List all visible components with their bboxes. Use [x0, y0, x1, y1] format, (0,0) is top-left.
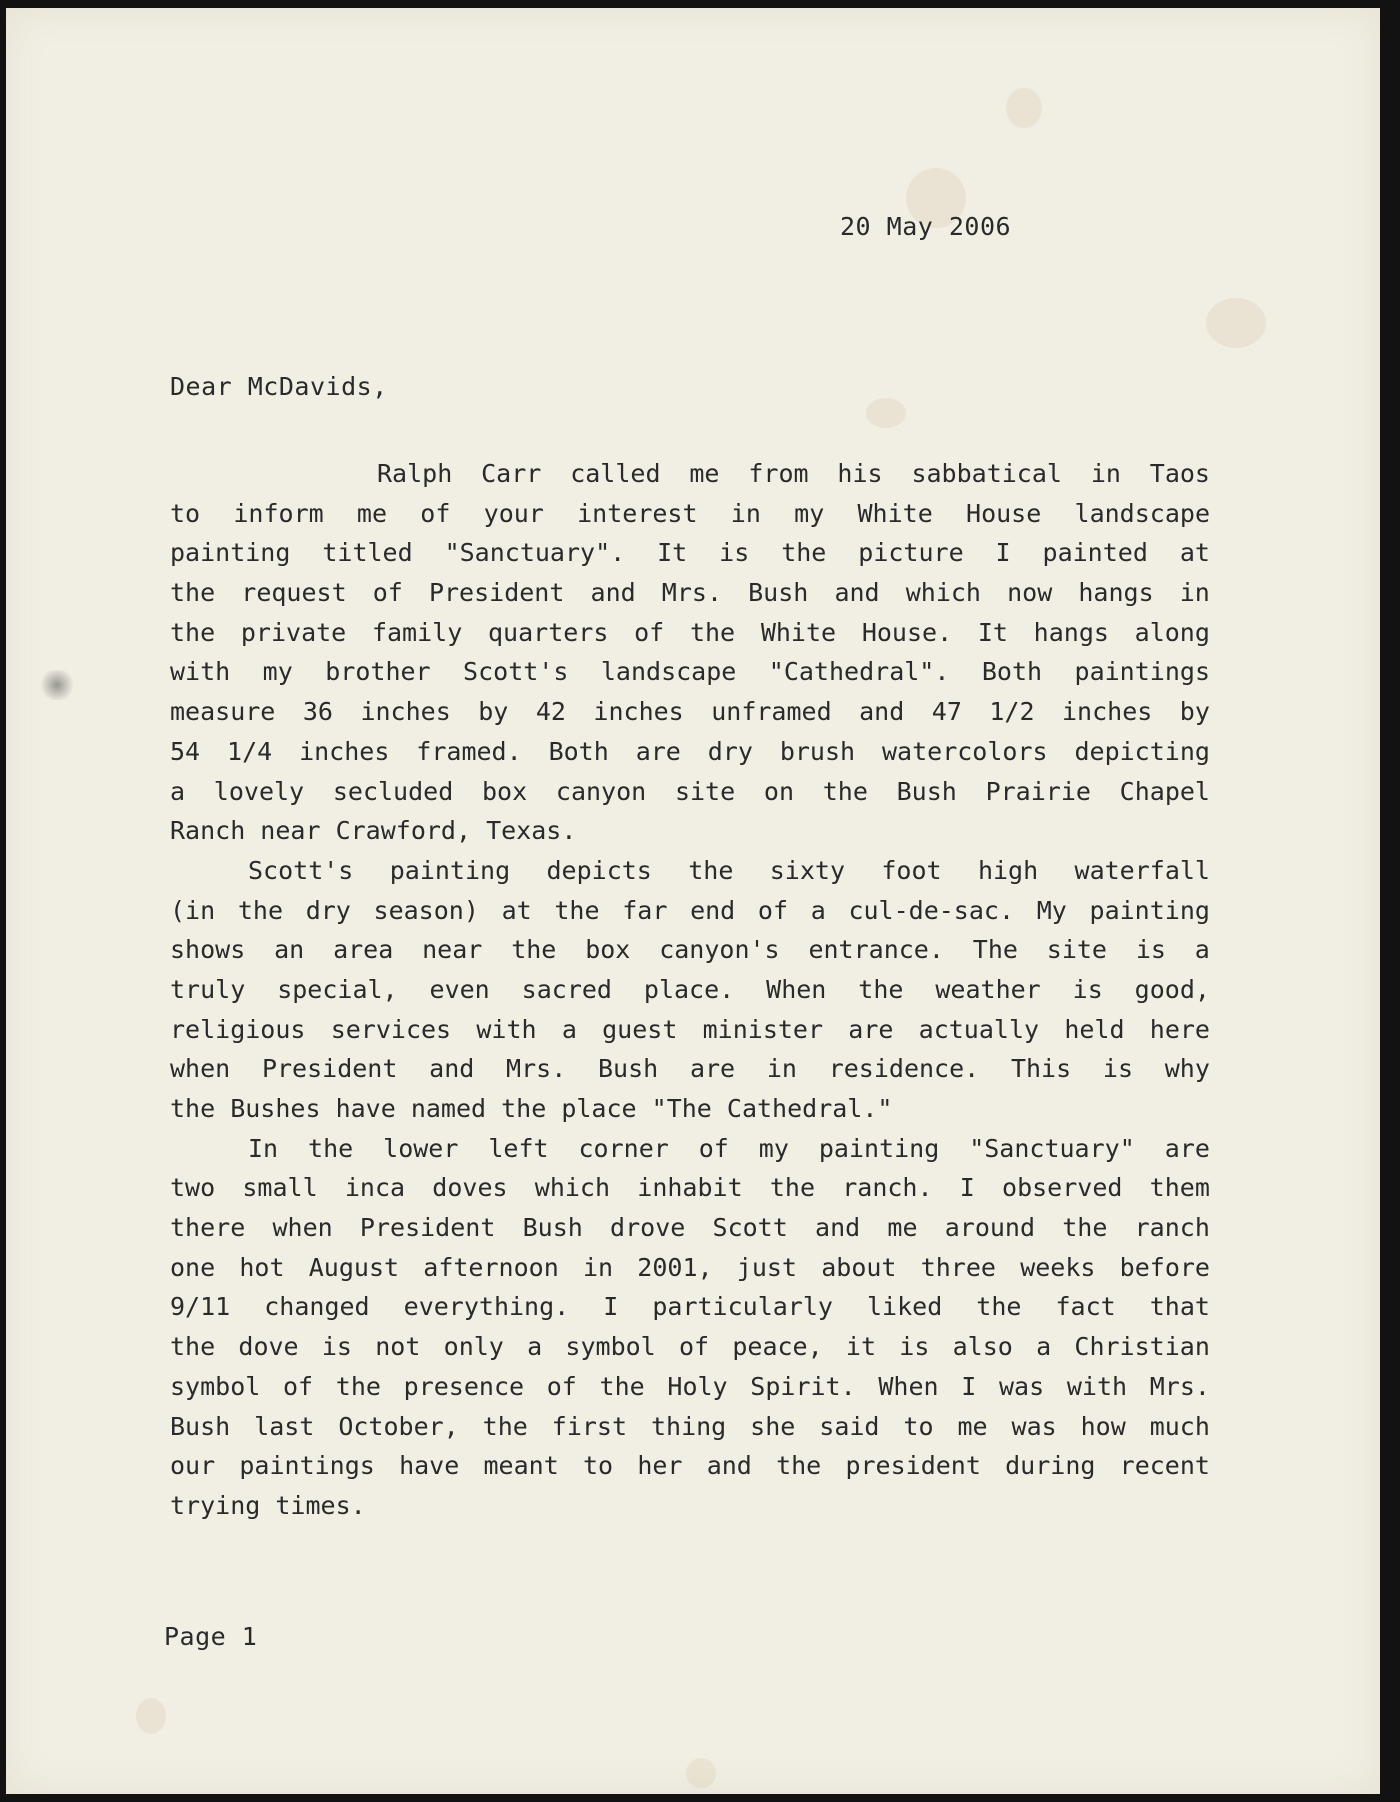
letter-line: painting titled "Sanctuary". It is the picture I painted at [170, 538, 1210, 568]
letter-line: trying times. [170, 1490, 366, 1520]
letter-line: 9/11 changed everything. I particularly liked the fact that [170, 1292, 1210, 1322]
stain [136, 1698, 166, 1734]
letter-line: two small inca doves which inhabit the ranch. I observed them [170, 1173, 1210, 1203]
ink-smudge [38, 670, 76, 700]
letter-line: to inform me of your interest in my White House landscape [170, 498, 1210, 528]
letter-line: the dove is not only a symbol of peace, it is also a Christian [170, 1332, 1210, 1362]
letter-line: symbol of the presence of the Holy Spirit. When I was with Mrs. [170, 1371, 1210, 1401]
stain [1206, 298, 1266, 348]
letter-line: our paintings have meant to her and the president during recent [170, 1451, 1210, 1481]
letter-line: there when President Bush drove Scott and me around the ranch [170, 1213, 1210, 1243]
letter-line: religious services with a guest minister are actually held here [170, 1014, 1210, 1044]
stain [686, 1758, 716, 1788]
letter-line: 54 1/4 inches framed. Both are dry brush watercolors depicting [170, 736, 1210, 766]
letter-line: In the lower left corner of my painting "Sanctuary" are [248, 1133, 1210, 1163]
letter-line: the request of President and Mrs. Bush and which now hangs in [170, 578, 1210, 608]
letter-line: a lovely secluded box canyon site on the Bush Prairie Chapel [170, 776, 1210, 806]
letter-line: Scott's painting depicts the sixty foot high waterfall [248, 855, 1210, 885]
page-number: Page 1 [164, 1622, 258, 1651]
stain [1006, 88, 1042, 128]
letter-line: truly special, even sacred place. When the weather is good, [170, 974, 1210, 1004]
letter-line: (in the dry season) at the far end of a cul-de-sac. My painting [170, 895, 1210, 925]
salutation: Dear McDavids, [170, 372, 388, 401]
letter-line: when President and Mrs. Bush are in residence. This is why [170, 1054, 1210, 1084]
letter-line: one hot August afternoon in 2001, just about three weeks before [170, 1252, 1210, 1282]
stain [866, 398, 906, 428]
letter-line: shows an area near the box canyon's entrance. The site is a [170, 935, 1210, 965]
letter-line: Ralph Carr called me from his sabbatical in Taos [377, 459, 1210, 488]
letter-line: the Bushes have named the place "The Cathedral." [170, 1094, 893, 1123]
letter-page [6, 8, 1380, 1794]
letter-line: measure 36 inches by 42 inches unframed and 47 1/2 inches by [170, 697, 1210, 727]
letter-line: Bush last October, the first thing she said to me was how much [170, 1411, 1210, 1441]
letter-line: Ranch near Crawford, Texas. [170, 816, 577, 846]
letter-body [170, 454, 1210, 1526]
letter-line: the private family quarters of the White House. It hangs along [170, 617, 1210, 647]
letter-date: 20 May 2006 [840, 212, 1012, 241]
letter-line: with my brother Scott's landscape "Cathedral". Both paintings [170, 657, 1210, 687]
